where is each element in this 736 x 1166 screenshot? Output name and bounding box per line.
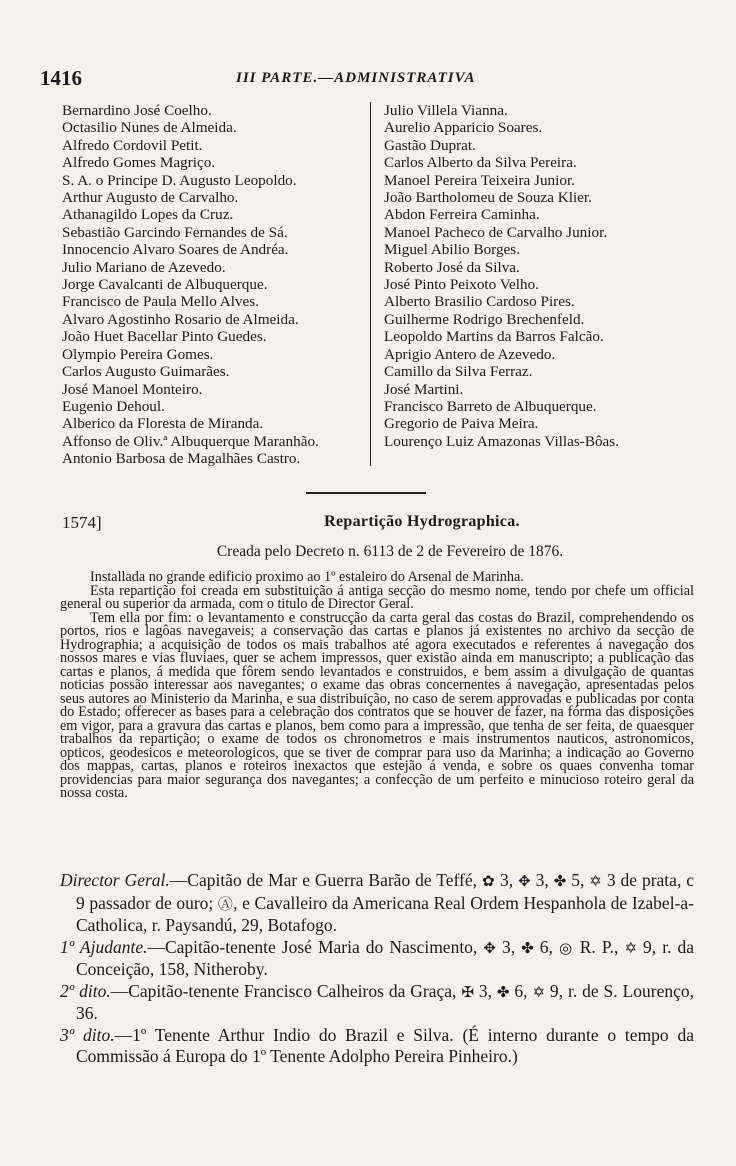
name-entry: Jorge Cavalcanti de Albuquerque. <box>62 276 268 294</box>
name-entry: José Manoel Monteiro. <box>62 380 203 398</box>
first-adjutant-entry: 1º Ajudante.—Capitão-tenente José Maria do Nascimento, ✥ 3, ✤ 6, ◎ R. P., ✡ 9, r. da Conceição, 158, Nitheroby. <box>60 936 695 979</box>
section-body <box>60 571 694 801</box>
name-entry: Manoel Pereira Teixeira Junior. <box>384 171 575 189</box>
staff-list <box>60 870 694 1068</box>
name-entry: Francisco de Paula Mello Alves. <box>62 293 259 311</box>
paragraph-creation: Esta repartição foi creada em substituição á antiga secção do mesmo nome, tendo por chefe um official general ou superior da armada, com o titulo de Director Geral. <box>60 582 694 612</box>
name-entry: José Pinto Peixoto Velho. <box>384 276 539 294</box>
name-entry: Alberto Brasilio Cardoso Pires. <box>384 293 575 311</box>
third-adjutant-entry: 3º dito.—1º Tenente Arthur Indio do Brazil e Silva. (É interno durante o tempo da Commissão á Europa do 1º Tenente Adolpho Pereira Pinheiro.) <box>60 1024 694 1066</box>
aviz-order-icon: ✥ <box>483 938 496 957</box>
name-entry: Arthur Augusto de Carvalho. <box>62 189 239 207</box>
name-entry: Innocencio Alvaro Soares de Andréa. <box>62 241 289 259</box>
name-entry: João Bartholomeu de Souza Klier. <box>384 189 592 207</box>
names-column-left <box>62 102 367 468</box>
section-number: 1574] <box>62 513 102 532</box>
name-entry: Affonso de Oliv.ª Albuquerque Maranhão. <box>62 432 319 450</box>
christ-order-icon: ✤ <box>521 938 534 957</box>
name-entry: Bernardino José Coelho. <box>62 102 212 119</box>
name-entry: Julio Villela Vianna. <box>384 102 508 119</box>
name-entry: João Huet Bacellar Pinto Guedes. <box>62 328 267 346</box>
page-number: 1416 <box>40 66 82 90</box>
name-entry: Alberico da Floresta de Miranda. <box>62 415 264 433</box>
name-entry: Manoel Pacheco de Carvalho Junior. <box>384 223 608 241</box>
aviz-order-icon: ✥ <box>518 872 531 890</box>
name-entry: Aurelio Apparicio Soares. <box>384 119 543 137</box>
name-entry: Carlos Alberto da Silva Pereira. <box>384 154 577 172</box>
name-entry: Camillo da Silva Ferraz. <box>384 363 533 381</box>
paragraph-location: Installada no grande edificio proximo ao 1º estaleiro do Arsenal de Marinha. <box>90 569 524 585</box>
second-adjutant-entry: 2º dito.—Capitão-tenente Francisco Calheiros da Graça, ✠ 3, ✤ 6, ✡ 9, r. de S. Lourenço, 36. <box>60 980 695 1023</box>
section-rule <box>306 492 426 494</box>
role-label: 3º dito. <box>60 1024 115 1045</box>
name-entry: Olympio Pereira Gomes. <box>62 345 214 363</box>
names-columns <box>62 102 702 472</box>
name-entry: Octasilio Nunes de Almeida. <box>62 119 237 137</box>
names-column-right <box>384 102 714 450</box>
name-entry: Eugenio Dehoul. <box>62 397 165 415</box>
name-entry: Alvaro Agostinho Rosario de Almeida. <box>62 310 299 328</box>
name-entry: Leopoldo Martins da Barros Falcão. <box>384 328 604 346</box>
name-entry: Athanagildo Lopes da Cruz. <box>62 206 234 224</box>
christ-order-icon: ✤ <box>553 872 567 890</box>
role-label: 2º dito. <box>60 980 111 1001</box>
name-entry: Gregorio de Paiva Meira. <box>384 415 539 433</box>
name-entry: Lourenço Luiz Amazonas Villas-Bôas. <box>384 432 619 450</box>
name-entry: Julio Mariano de Azevedo. <box>62 258 226 276</box>
name-entry: Abdon Ferreira Caminha. <box>384 206 540 224</box>
target-order-icon: ◎ <box>558 938 574 957</box>
director-entry: Director Geral.—Capitão de Mar e Guerra Barão de Teffé, ✿ 3, ✥ 3, ✤ 5, ✡ 3 de prata, c 9 passador de ouro; Ⓐ, e Cavalleiro da Americana Real Ordem Hespanhola de Izabel-a-Catholica, r. Paysandú, 29, Botafogo. <box>60 870 695 935</box>
paragraph-purpose: Tem ella por fim: o levantamento e construcção da carta geral das costas do Brazil, comprehendendo os portos, rios e lagôas navegaveis; a conservação das cartas e planos já existentes no archivo da secção de Hydrographia; a acquisição de todos os mais trabalhos até agora executados e referentes á navegação dos nossos mares e vias fluviaes, quer se achem impressos, quer existão ainda em manuscripto; a publicação das cartas e planos, á medida que fôrem sendo levantados e construidos, e bem assim a divulgação de quantas noticias possão interessar aos navegantes; o exame das obras concernentes á navegação, apresentadas pelos seus autores ao Ministerio da Marinha, e sua distribuição, no caso de serem approvadas e publicadas por conta do Estado; offerecer as bases para a celebração dos contratos que se houver de fazer, na fórma das disposições em vigor, para a gravura das cartas e planos, bem como para a impressão, que tenha de ser feita, de quaesquer trabalhos da repartição; o exame de todos os chronometros e mais instrumentos nauticos, astronomicos, opticos, geodesicos e meteorologicos, que se tiver de comprar para uso da Marinha; a indicação ao Governo dos mappas, cartas, planos e roteiros inexactos que estejão á venda, e sobre os quaes convenha tomar providencias para maior segurança dos navegantes; a confecção de um perfeito e minucioso roteiro geral da nossa costa. <box>60 609 694 801</box>
christ-order-icon: ✤ <box>496 982 510 1001</box>
name-entry: Roberto José da Silva. <box>384 258 520 276</box>
name-entry: Gastão Duprat. <box>384 136 476 154</box>
decree-line: Creada pelo Decreto n. 6113 de 2 de Fevereiro de 1876. <box>216 543 564 560</box>
running-title: III PARTE.—ADMINISTRATIVA <box>236 70 476 86</box>
section-title: Repartição Hydrographica. <box>324 513 520 530</box>
name-entry: Alfredo Cordovil Petit. <box>62 136 203 154</box>
role-label: Director Geral. <box>60 870 170 890</box>
name-entry: Miguel Abilio Borges. <box>384 241 520 259</box>
column-divider <box>370 102 371 466</box>
star-order-icon: ✡ <box>589 872 602 890</box>
name-entry: Sebastião Garcindo Fernandes de Sá. <box>62 223 288 241</box>
medal-icon: Ⓐ <box>217 894 234 913</box>
name-entry: José Martini. <box>384 380 464 398</box>
role-label: 1º Ajudante. <box>60 936 148 957</box>
name-entry: S. A. o Principe D. Augusto Leopoldo. <box>62 171 297 189</box>
star-order-icon: ✡ <box>624 938 638 957</box>
name-entry: Guilherme Rodrigo Brechenfeld. <box>384 310 585 328</box>
page-header <box>40 66 690 90</box>
name-entry: Carlos Augusto Guimarães. <box>62 363 230 381</box>
rose-order-icon: ✿ <box>481 872 496 890</box>
name-entry: Aprigio Antero de Azevedo. <box>384 345 556 363</box>
cross-order-icon: ✠ <box>461 982 474 1001</box>
name-entry: Alfredo Gomes Magriço. <box>62 154 216 172</box>
name-entry: Antonio Barbosa de Magalhães Castro. <box>62 450 301 468</box>
name-entry: Francisco Barreto de Albuquerque. <box>384 397 597 415</box>
star-order-icon: ✡ <box>532 982 546 1001</box>
